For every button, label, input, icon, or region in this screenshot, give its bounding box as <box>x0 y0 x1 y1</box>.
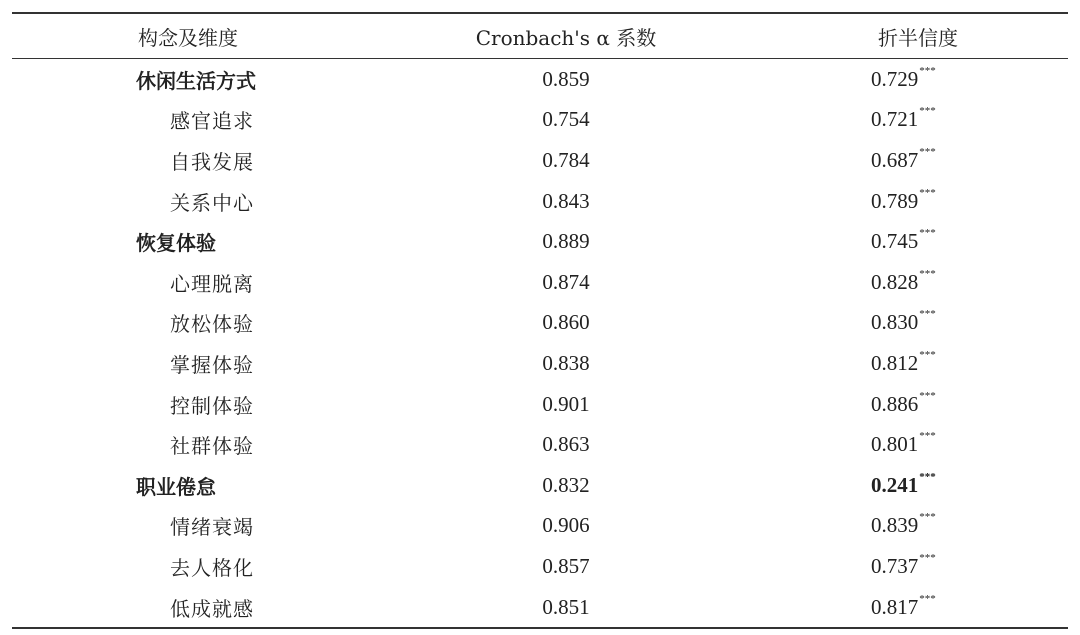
cronbach-alpha-value: 0.784 <box>542 147 590 172</box>
split-half-cell <box>768 140 1068 181</box>
split-half-cell <box>768 100 1068 141</box>
significance-stars: *** <box>919 308 936 321</box>
cronbach-alpha-value: 0.754 <box>542 107 590 132</box>
table-body <box>12 59 1068 629</box>
table-row <box>12 587 1068 629</box>
construct-name: 恢复体验 <box>136 231 216 256</box>
split-half-value: 0.801 <box>871 432 919 457</box>
significance-stars: *** <box>919 470 936 483</box>
dimension-name: 情绪衰竭 <box>170 515 254 540</box>
significance-stars: *** <box>919 64 936 77</box>
significance-stars: *** <box>919 511 936 524</box>
split-half-value: 0.886 <box>871 391 919 416</box>
table-row <box>12 343 1068 384</box>
split-half-cell <box>768 262 1068 303</box>
table-row <box>12 424 1068 465</box>
split-half-cell <box>768 546 1068 587</box>
cronbach-alpha-value: 0.851 <box>542 594 590 619</box>
dimension-name: 关系中心 <box>170 190 254 215</box>
table-row <box>12 181 1068 222</box>
reliability-table-container <box>12 12 1068 629</box>
split-half-value: 0.812 <box>871 350 919 375</box>
split-half-value: 0.687 <box>871 147 919 172</box>
split-half-cell <box>768 343 1068 384</box>
split-half-cell <box>768 303 1068 344</box>
significance-stars: *** <box>919 389 936 402</box>
reliability-table <box>12 12 1068 629</box>
split-half-value: 0.828 <box>871 269 919 294</box>
construct-name: 休闲生活方式 <box>136 68 256 93</box>
header-cronbach-alpha: Cronbach's α 系数 <box>475 25 657 50</box>
table-row <box>12 100 1068 141</box>
dimension-name: 心理脱离 <box>170 271 254 296</box>
split-half-cell <box>768 506 1068 547</box>
cronbach-alpha-value: 0.843 <box>542 188 590 213</box>
split-half-value: 0.839 <box>871 513 919 538</box>
split-half-value: 0.817 <box>871 594 919 619</box>
table-row <box>12 140 1068 181</box>
split-half-value: 0.241 <box>871 472 919 497</box>
significance-stars: *** <box>919 430 936 443</box>
split-half-value: 0.729 <box>871 66 919 91</box>
header-split-half: 折半信度 <box>878 25 958 50</box>
table-row <box>12 303 1068 344</box>
dimension-name: 自我发展 <box>170 149 254 174</box>
table-row <box>12 546 1068 587</box>
split-half-value: 0.789 <box>871 188 919 213</box>
significance-stars: *** <box>919 145 936 158</box>
table-row <box>12 384 1068 425</box>
split-half-cell <box>768 587 1068 629</box>
split-half-value: 0.721 <box>871 107 919 132</box>
split-half-cell <box>768 465 1068 506</box>
split-half-value: 0.737 <box>871 553 919 578</box>
cronbach-alpha-value: 0.857 <box>542 553 590 578</box>
cronbach-alpha-value: 0.874 <box>542 269 590 294</box>
dimension-name: 社群体验 <box>170 434 254 459</box>
split-half-cell <box>768 59 1068 100</box>
significance-stars: *** <box>919 227 936 240</box>
dimension-name: 控制体验 <box>170 393 254 418</box>
table-header-row <box>12 13 1068 59</box>
table-row <box>12 221 1068 262</box>
cronbach-alpha-value: 0.889 <box>542 229 590 254</box>
dimension-name: 去人格化 <box>170 555 254 580</box>
significance-stars: *** <box>919 348 936 361</box>
split-half-cell <box>768 424 1068 465</box>
significance-stars: *** <box>919 105 936 118</box>
significance-stars: *** <box>919 186 936 199</box>
cronbach-alpha-value: 0.860 <box>542 310 590 335</box>
cronbach-alpha-value: 0.901 <box>542 391 590 416</box>
table-row <box>12 59 1068 100</box>
dimension-name: 低成就感 <box>170 596 254 621</box>
cronbach-alpha-value: 0.906 <box>542 513 590 538</box>
cronbach-alpha-value: 0.863 <box>542 432 590 457</box>
construct-name: 职业倦怠 <box>136 474 216 499</box>
header-construct: 构念及维度 <box>138 25 238 50</box>
cronbach-alpha-value: 0.838 <box>542 350 590 375</box>
significance-stars: *** <box>919 267 936 280</box>
significance-stars: *** <box>919 551 936 564</box>
significance-stars: *** <box>919 592 936 605</box>
dimension-name: 放松体验 <box>170 312 254 337</box>
split-half-value: 0.830 <box>871 310 919 335</box>
dimension-name: 感官追求 <box>170 109 254 134</box>
cronbach-alpha-value: 0.832 <box>542 472 590 497</box>
split-half-cell <box>768 384 1068 425</box>
split-half-cell <box>768 181 1068 222</box>
split-half-value: 0.745 <box>871 229 919 254</box>
table-row <box>12 262 1068 303</box>
dimension-name: 掌握体验 <box>170 352 254 377</box>
table-row <box>12 506 1068 547</box>
split-half-cell <box>768 221 1068 262</box>
table-row <box>12 465 1068 506</box>
cronbach-alpha-value: 0.859 <box>542 66 590 91</box>
